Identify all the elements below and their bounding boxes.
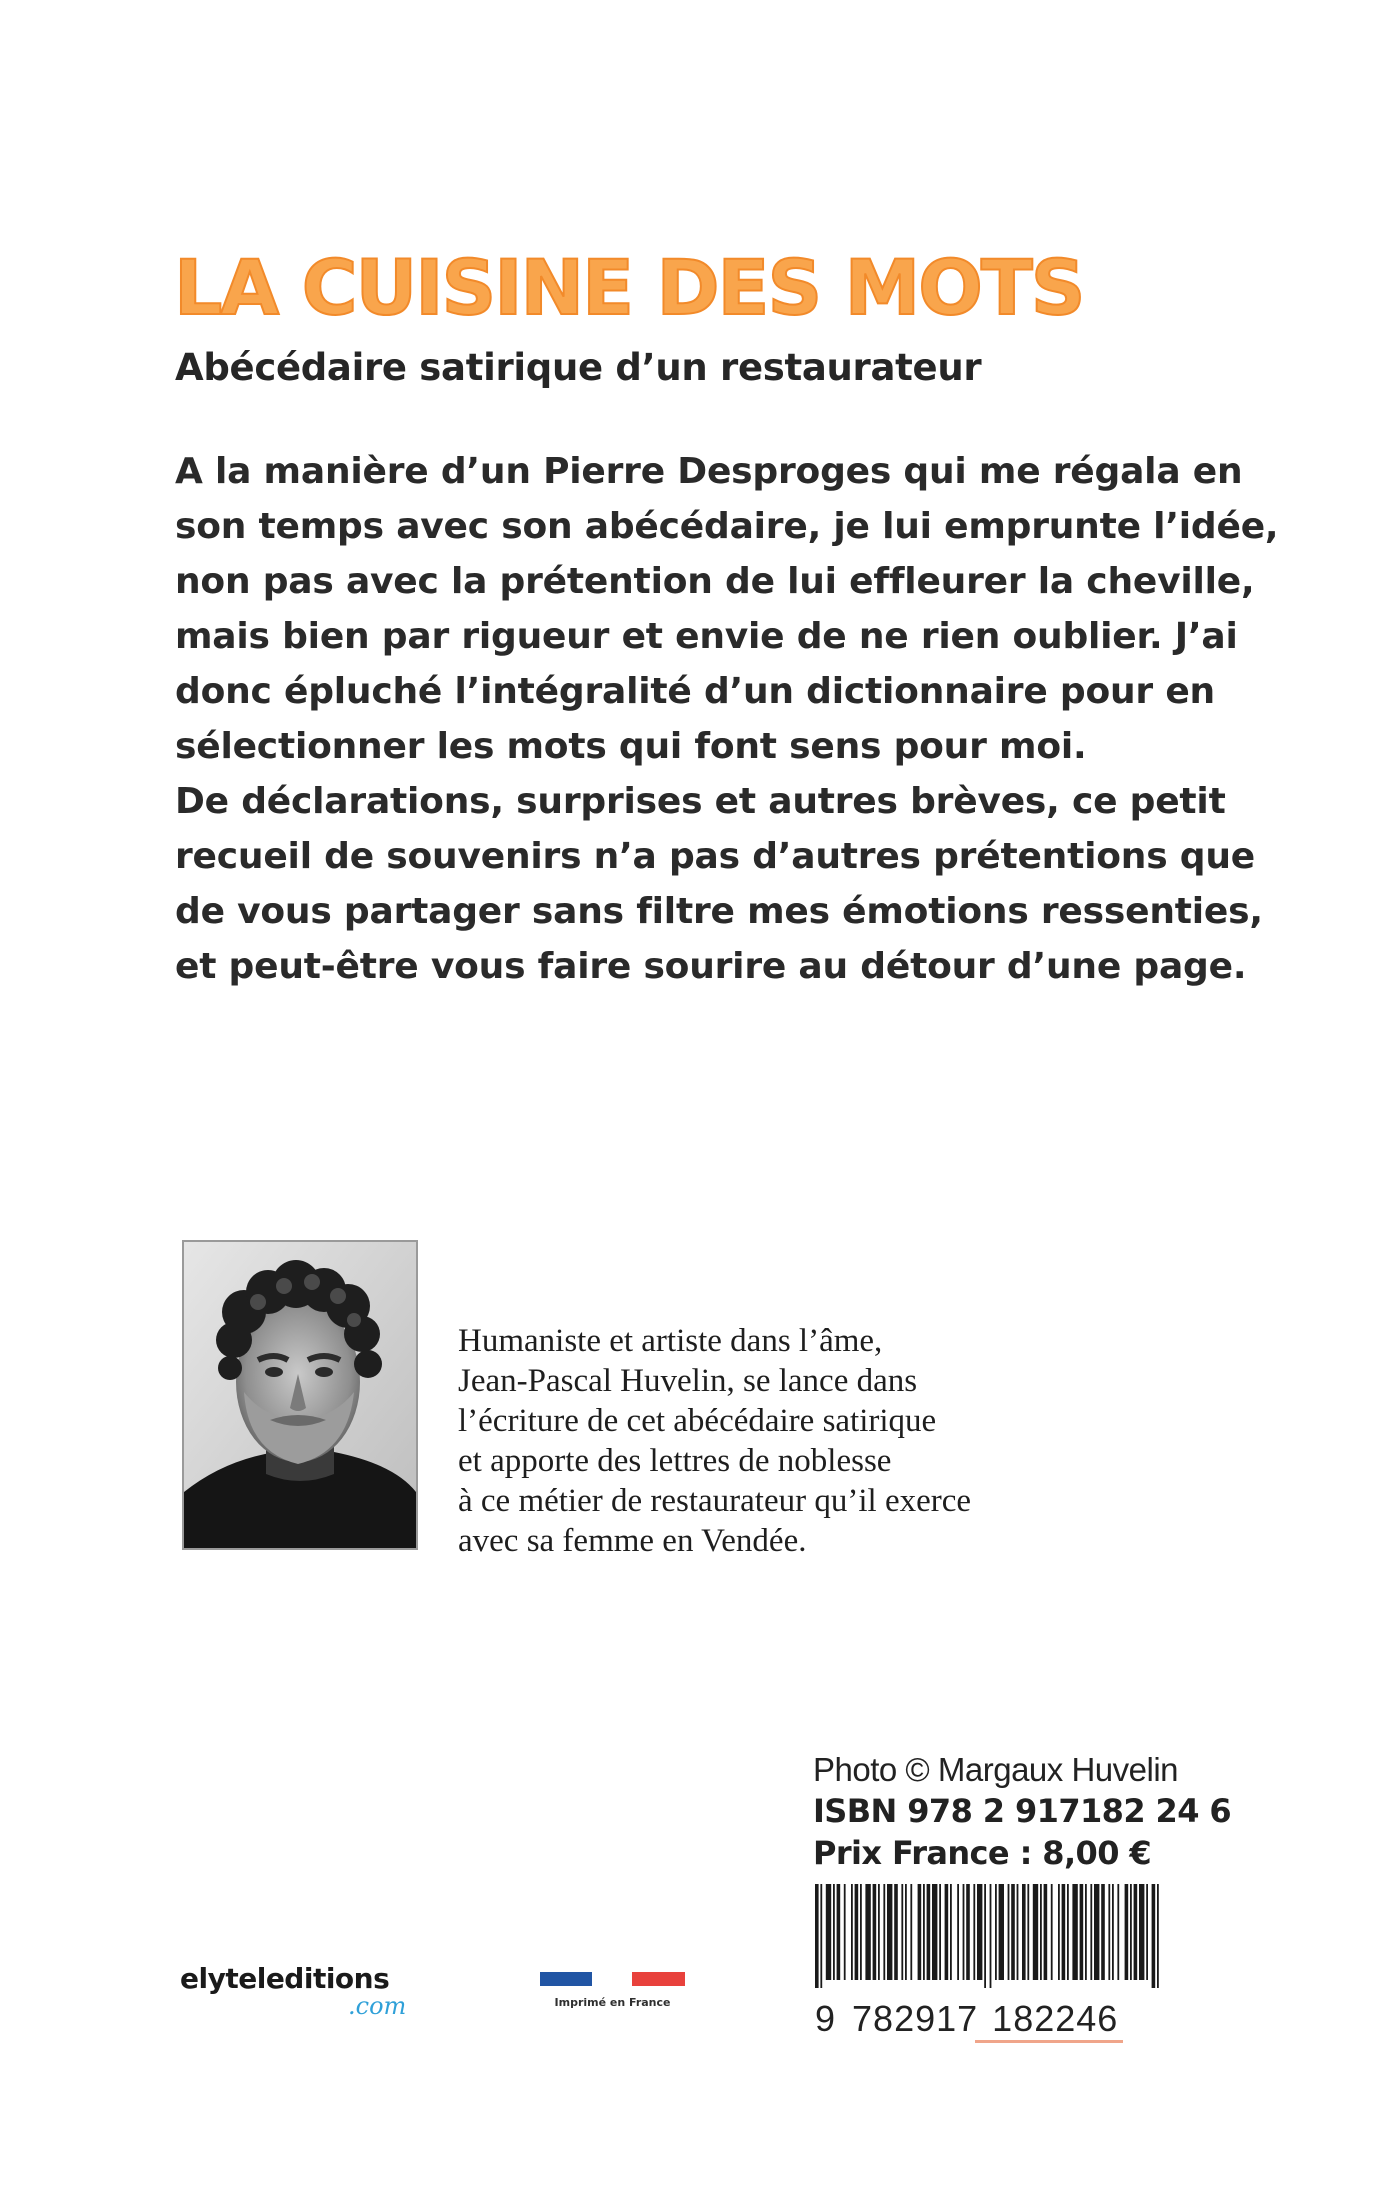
summary-line: donc épluché l’intégralité d’un dictionnaire pour en [175,671,1215,712]
barcode-bar [905,1884,907,1980]
barcode-bar [887,1884,892,1980]
barcode-bar [939,1884,941,1980]
author-photo [182,1240,418,1550]
barcode-bar [1090,1884,1092,1980]
barcode-bar [1085,1884,1087,1980]
barcode-bar [820,1884,822,1988]
summary-line: et peut-être vous faire sourire au détour d’une page. [175,946,1247,987]
publisher-name: elyteleditions [180,1962,390,1995]
barcode-bar [901,1884,903,1980]
barcode-bar [1062,1884,1066,1980]
barcode-bar [1108,1884,1110,1980]
isbn: ISBN 978 2 917182 24 6 [813,1792,1232,1830]
summary-line: A la manière d’un Pierre Desproges qui me régala en [175,451,1243,492]
flag-blue-stripe [540,1972,592,1986]
barcode-bar [883,1884,885,1980]
barcode-bar [984,1884,986,1988]
barcode-bar [973,1884,975,1980]
barcode-bar [995,1884,997,1980]
barcode-bar [990,1884,992,1988]
barcode [813,1884,1163,1988]
barcode-bar [1033,1884,1038,1980]
summary-line: son temps avec son abécédaire, je lui emprunte l’idée, [175,506,1279,547]
french-flag-icon [540,1972,685,1986]
barcode-bar [1117,1884,1119,1980]
barcode-bar [999,1884,1004,1980]
barcode-bar [1008,1884,1010,1980]
barcode-bar [894,1884,898,1980]
barcode-bar [815,1884,819,1988]
publisher-tld: .com [348,1992,407,2020]
barcode-digit-first: 9 [815,1998,837,2039]
summary-line: recueil de souvenirs n’a pas d’autres prétentions que [175,836,1255,877]
summary-line: de vous partager sans filtre mes émotions ressenties, [175,891,1263,932]
barcode-bar [927,1884,931,1980]
printed-in-france-badge [540,1972,685,2009]
barcode-bar [1094,1884,1099,1980]
barcode-bar [957,1884,959,1980]
bio-line: Humaniste et artiste dans l’âme, [458,1323,883,1359]
barcode-bar [1101,1884,1105,1980]
barcode-bar [878,1884,880,1980]
barcode-bar [923,1884,925,1980]
barcode-bar [1044,1884,1048,1980]
barcode-bar [837,1884,841,1980]
barcode-bar [1130,1884,1132,1980]
barcode-bar [1011,1884,1015,1980]
price: Prix France : 8,00 € [813,1834,1152,1872]
barcode-bar [844,1884,846,1980]
bio-line: à ce métier de restaurateur qu’il exerce [458,1483,972,1519]
barcode-bar [1051,1884,1053,1980]
bio-line: et apporte des lettres de noblesse [458,1443,892,1479]
barcode-bar [963,1884,965,1980]
barcode-bar [1072,1884,1077,1980]
barcode-bar [860,1884,862,1980]
book-title: LA CUISINE DES MOTS [174,243,1084,332]
summary-line: mais bien par rigueur et envie de ne rien oublier. J’ai [175,616,1238,657]
barcode-bar [1146,1884,1148,1980]
printed-in-france-label: Imprimé en France [554,1996,671,2009]
flag-red-stripe [632,1972,685,1986]
barcode-digit-group-2: 182246 [992,1998,1119,2039]
barcode-bar [855,1884,859,1980]
barcode-bar [1040,1884,1042,1980]
bio-line: Jean-Pascal Huvelin, se lance dans [458,1363,918,1399]
barcode-bar [1139,1884,1144,1980]
barcode-bar [1058,1884,1060,1980]
barcode-bar [1152,1884,1156,1988]
barcode-bar [826,1884,831,1980]
summary-line: De déclarations, surprises et autres brèves, ce petit [175,781,1226,822]
barcode-bar [1067,1884,1069,1980]
back-cover-summary [175,444,1278,994]
author-bio [458,1321,971,1561]
book-subtitle: Abécédaire satirique d’un restaurateur [175,346,982,389]
summary-line: sélectionner les mots qui font sens pour moi. [175,726,1087,767]
barcode-bar [932,1884,937,1980]
barcode-bar [865,1884,870,1980]
barcode-bar [851,1884,853,1980]
barcode-bar [918,1884,922,1980]
barcode-bar [945,1884,949,1980]
photo-credit: Photo © Margaux Huvelin [813,1751,1179,1788]
barcode-bar [950,1884,952,1980]
barcode-digit-group-1: 782917 [852,1998,979,2039]
barcode-bar [1112,1884,1114,1980]
barcode-bar [873,1884,877,1980]
barcode-bar [1027,1884,1029,1980]
summary-line: non pas avec la prétention de lui effleurer la cheville, [175,561,1255,602]
barcode-bar [1022,1884,1026,1980]
barcode-bar [977,1884,982,1980]
bio-line: avec sa femme en Vendée. [458,1523,807,1559]
barcode-underline [975,2040,1123,2043]
book-metadata [813,1750,1231,1874]
barcode-bar [833,1884,835,1980]
barcode-bar [1125,1884,1129,1980]
barcode-bar [1134,1884,1138,1980]
barcode-bar [966,1884,970,1980]
barcode-bar [1157,1884,1159,1988]
bio-line: l’écriture de cet abécédaire satirique [458,1403,937,1439]
publisher-logo[interactable] [180,1962,407,2020]
barcode-bar [1080,1884,1084,1980]
barcode-number [815,1998,1118,2040]
barcode-bar [1017,1884,1019,1980]
barcode-bar [910,1884,912,1980]
